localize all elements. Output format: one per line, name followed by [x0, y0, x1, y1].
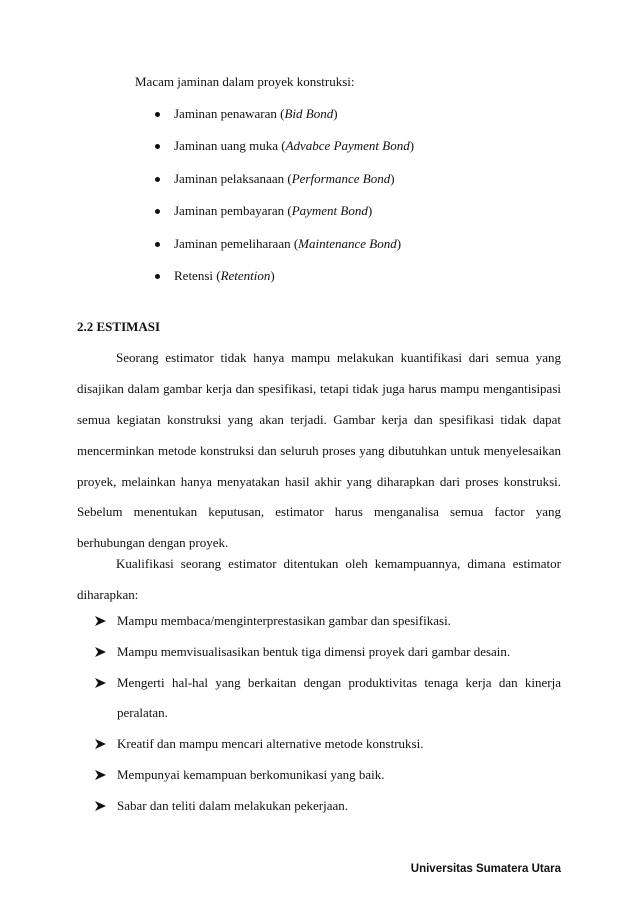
paragraph-line: semua kegiatan konstruksi yang akan terjadi. Gambar kerja dan spesifikasi tidak dapat — [77, 411, 561, 427]
paragraph-line: mencerminkan metode konstruksi dan seluruh proses yang dibutuhkan untuk menyelesaikan — [77, 442, 561, 458]
arrow-bullet-icon — [95, 770, 106, 780]
page-footer: Universitas Sumatera Utara — [410, 863, 561, 875]
arrow-bullet-icon — [95, 739, 106, 749]
list-item-text: Mampu memvisualisasikan bentuk tiga dimensi proyek dari gambar desain. — [117, 643, 511, 659]
list-item-text: Mempunyai kemampuan berkomunikasi yang baik. — [117, 766, 385, 782]
list-item: Retensi (Retention) — [152, 268, 414, 300]
section-heading: 2.2 ESTIMASI — [77, 319, 161, 334]
arrow-bullet-icon — [95, 616, 106, 626]
list-item-text: Mampu membaca/menginterprestasikan gambar dan spesifikasi. — [117, 613, 451, 628]
paragraph-line: berhubungan dengan proyek. — [77, 535, 229, 551]
qualification-list — [95, 613, 561, 829]
arrow-bullet-icon — [95, 647, 106, 657]
list-item: Jaminan pelaksanaan (Performance Bond) — [152, 171, 414, 203]
list-item: Jaminan penawaran (Bid Bond) — [152, 106, 414, 138]
arrow-bullet-icon — [95, 801, 106, 811]
paragraph-line: Sebelum menentukan keputusan, estimator harus menganalisa semua factor yang — [77, 504, 561, 520]
bullet-dot-icon — [155, 112, 160, 117]
bullet-dot-icon — [155, 274, 160, 279]
guarantee-intro: Macam jaminan dalam proyek konstruksi: — [135, 74, 355, 89]
list-item — [95, 644, 561, 675]
bullet-dot-icon — [155, 209, 160, 214]
list-item — [95, 675, 561, 737]
list-item-text: Mengerti hal-hal yang berkaitan dengan produktivitas tenaga kerja dan kinerja — [117, 674, 561, 690]
list-item: Jaminan uang muka (Advabce Payment Bond) — [152, 138, 414, 170]
arrow-bullet-icon — [95, 678, 106, 688]
list-item: Jaminan pemeliharaan (Maintenance Bond) — [152, 236, 414, 268]
paragraph-line: disajikan dalam gambar kerja dan spesifikasi, tetapi tidak juga harus mampu mengantisipasi — [77, 380, 561, 396]
list-item-text: peralatan. — [117, 705, 168, 721]
paragraph-line: proyek, melainkan hanya menyatakan hasil akhir yang diharapkan dari proses konstruksi. — [77, 473, 561, 489]
guarantee-list — [152, 106, 414, 300]
list-item — [95, 798, 561, 829]
list-item — [95, 613, 561, 644]
paragraph-line: diharapkan: — [77, 586, 139, 602]
bullet-dot-icon — [155, 242, 160, 247]
list-item — [95, 736, 561, 767]
paragraph-line: Kualifikasi seorang estimator ditentukan oleh kemampuannya, dimana estimator — [116, 556, 561, 571]
estimator-paragraph — [77, 350, 561, 566]
bullet-dot-icon — [155, 144, 160, 149]
list-item-text: Kreatif dan mampu mencari alternative metode konstruksi. — [117, 736, 424, 752]
paragraph-line: Seorang estimator tidak hanya mampu melakukan kuantifikasi dari semua yang — [116, 350, 561, 365]
qualification-paragraph — [77, 556, 561, 618]
list-item: Jaminan pembayaran (Payment Bond) — [152, 203, 414, 235]
list-item-text: Sabar dan teliti dalam melakukan pekerjaan. — [117, 797, 349, 813]
bullet-dot-icon — [155, 177, 160, 182]
list-item — [95, 767, 561, 798]
